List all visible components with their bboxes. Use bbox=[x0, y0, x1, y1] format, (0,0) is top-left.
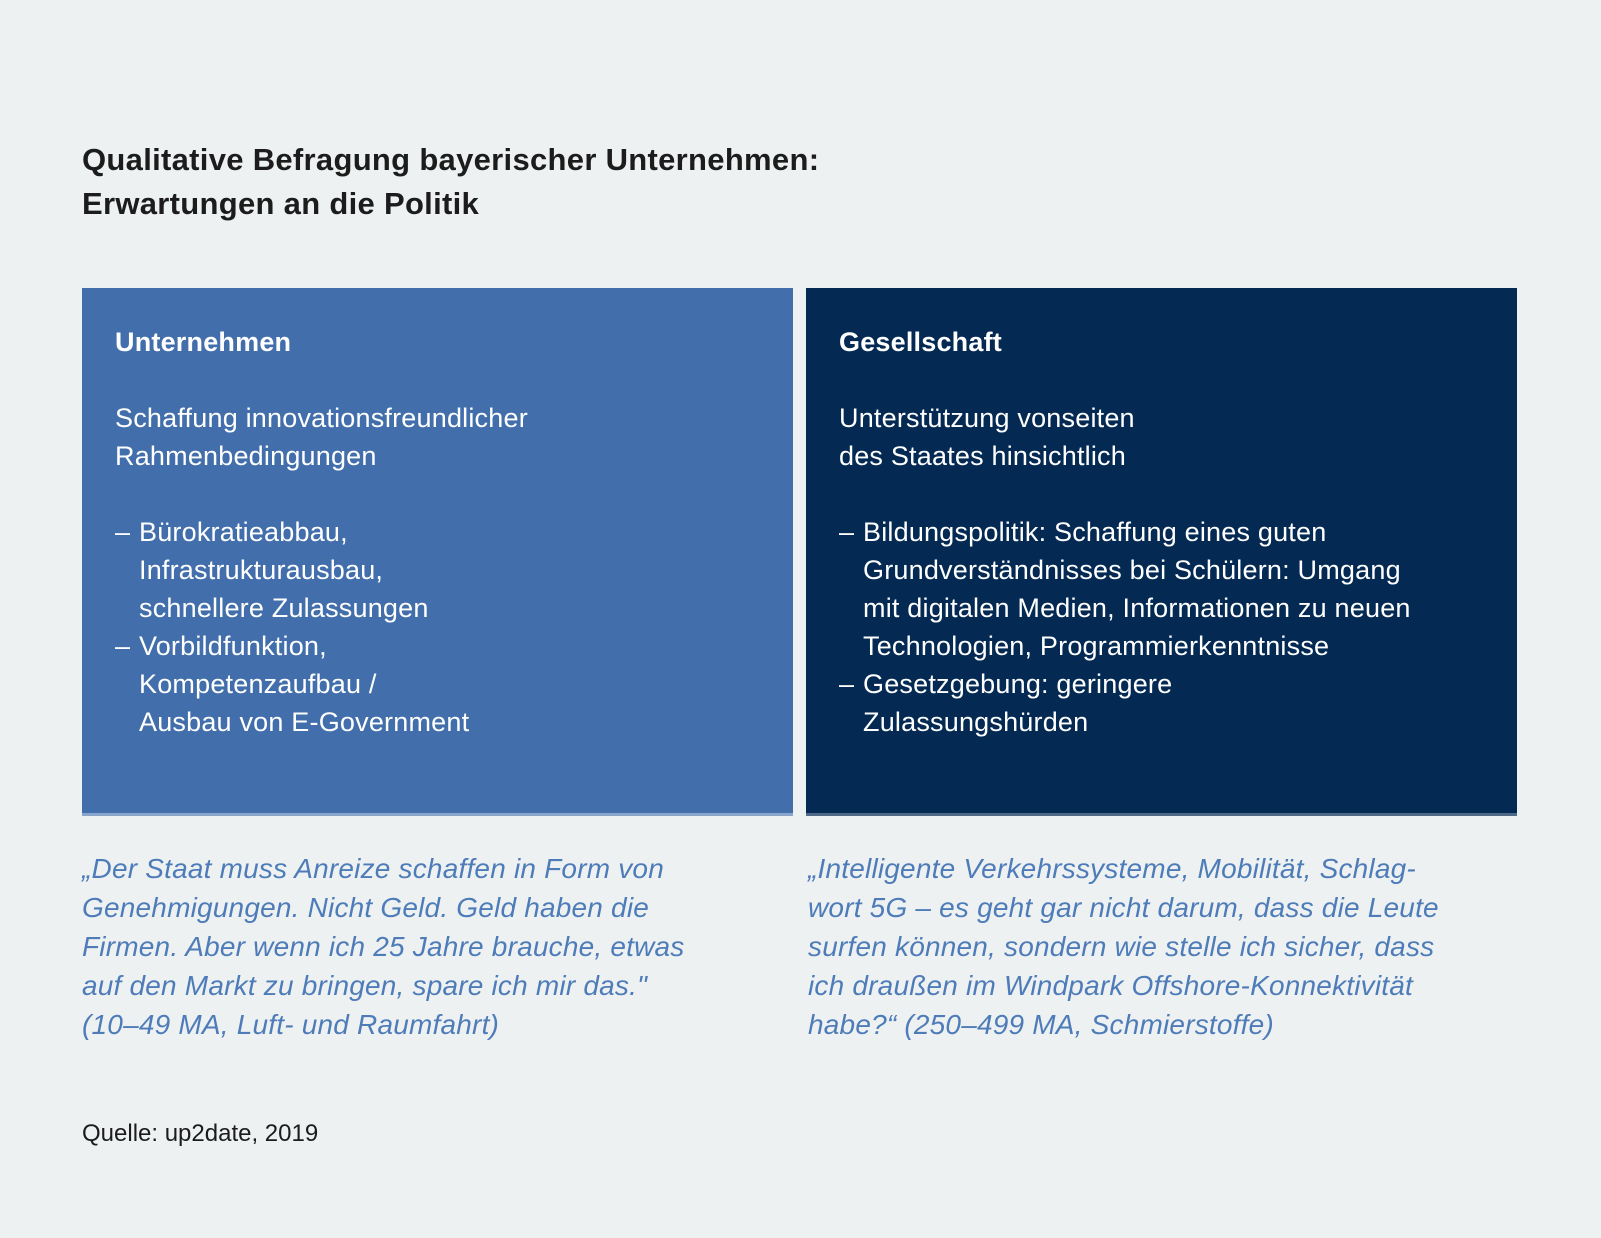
intro-line: Rahmenbedingungen bbox=[115, 441, 377, 471]
quote-gesellschaft bbox=[808, 849, 1544, 1044]
source-note: Quelle: up2date, 2019 bbox=[82, 1120, 319, 1147]
panel-unternehmen-header: Unternehmen bbox=[115, 327, 292, 357]
panel-unternehmen bbox=[82, 288, 793, 816]
bullet-dash: – bbox=[115, 631, 131, 661]
quote-line: (10–49 MA, Luft- und Raumfahrt) bbox=[82, 1009, 500, 1040]
page-title bbox=[82, 138, 819, 226]
quote-line: Firmen. Aber wenn ich 25 Jahre brauche, etwas bbox=[82, 931, 685, 962]
page-title-line-1: Qualitative Befragung bayerischer Unternehmen: bbox=[82, 142, 820, 177]
bullet-dash: – bbox=[839, 669, 855, 699]
quote-line: ich draußen im Windpark Offshore-Konnektivität bbox=[808, 970, 1413, 1001]
quote-line: „Intelligente Verkehrssysteme, Mobilität, Schlag- bbox=[808, 853, 1416, 884]
text-line: Grundverständnisses bei Schülern: Umgang bbox=[863, 555, 1401, 585]
bullet-dash: – bbox=[839, 517, 855, 547]
text-line: Bildungspolitik: Schaffung eines guten bbox=[863, 517, 1327, 547]
bullet-item bbox=[839, 513, 1484, 665]
bullet-text bbox=[139, 513, 429, 627]
bullet-text bbox=[863, 665, 1172, 741]
panel-gesellschaft-bullets bbox=[839, 513, 1484, 741]
bullet-dash: – bbox=[115, 517, 131, 547]
text-line: Bürokratieabbau, bbox=[139, 517, 348, 547]
bullet-item bbox=[115, 627, 760, 741]
quote-line: habe?“ (250–499 MA, Schmierstoffe) bbox=[808, 1009, 1274, 1040]
intro-line: Schaffung innovationsfreundlicher bbox=[115, 403, 528, 433]
bullet-text bbox=[139, 627, 469, 741]
page-title-line-2: Erwartungen an die Politik bbox=[82, 186, 480, 221]
quote-line: surfen können, sondern wie stelle ich sicher, dass bbox=[808, 931, 1435, 962]
text-line: Zulassungshürden bbox=[863, 707, 1089, 737]
text-line: Vorbildfunktion, bbox=[139, 631, 327, 661]
text-line: Gesetzgebung: geringere bbox=[863, 669, 1173, 699]
comparison-panels bbox=[82, 288, 1517, 816]
bullet-item bbox=[115, 513, 760, 627]
quote-line: Genehmigungen. Nicht Geld. Geld haben die bbox=[82, 892, 650, 923]
quote-line: „Der Staat muss Anreize schaffen in Form von bbox=[82, 853, 664, 884]
bullet-text bbox=[863, 513, 1411, 665]
text-line: Technologien, Programmierkenntnisse bbox=[863, 631, 1330, 661]
text-line: Infrastrukturausbau, bbox=[139, 555, 384, 585]
panel-gesellschaft bbox=[806, 288, 1517, 816]
intro-line: Unterstützung vonseiten bbox=[839, 403, 1135, 433]
quote-line: wort 5G – es geht gar nicht darum, dass die Leute bbox=[808, 892, 1439, 923]
panel-gesellschaft-intro bbox=[839, 399, 1484, 475]
text-line: Ausbau von E-Government bbox=[139, 707, 470, 737]
quote-line: auf den Markt zu bringen, spare ich mir das." bbox=[82, 970, 648, 1001]
text-line: schnellere Zulassungen bbox=[139, 593, 429, 623]
panel-gesellschaft-header: Gesellschaft bbox=[839, 327, 1002, 357]
text-line: mit digitalen Medien, Informationen zu neuen bbox=[863, 593, 1411, 623]
panel-unternehmen-bullets bbox=[115, 513, 760, 741]
panel-unternehmen-intro bbox=[115, 399, 760, 475]
bullet-item bbox=[839, 665, 1484, 741]
quote-unternehmen bbox=[82, 849, 798, 1044]
text-line: Kompetenzaufbau / bbox=[139, 669, 377, 699]
intro-line: des Staates hinsichtlich bbox=[839, 441, 1126, 471]
